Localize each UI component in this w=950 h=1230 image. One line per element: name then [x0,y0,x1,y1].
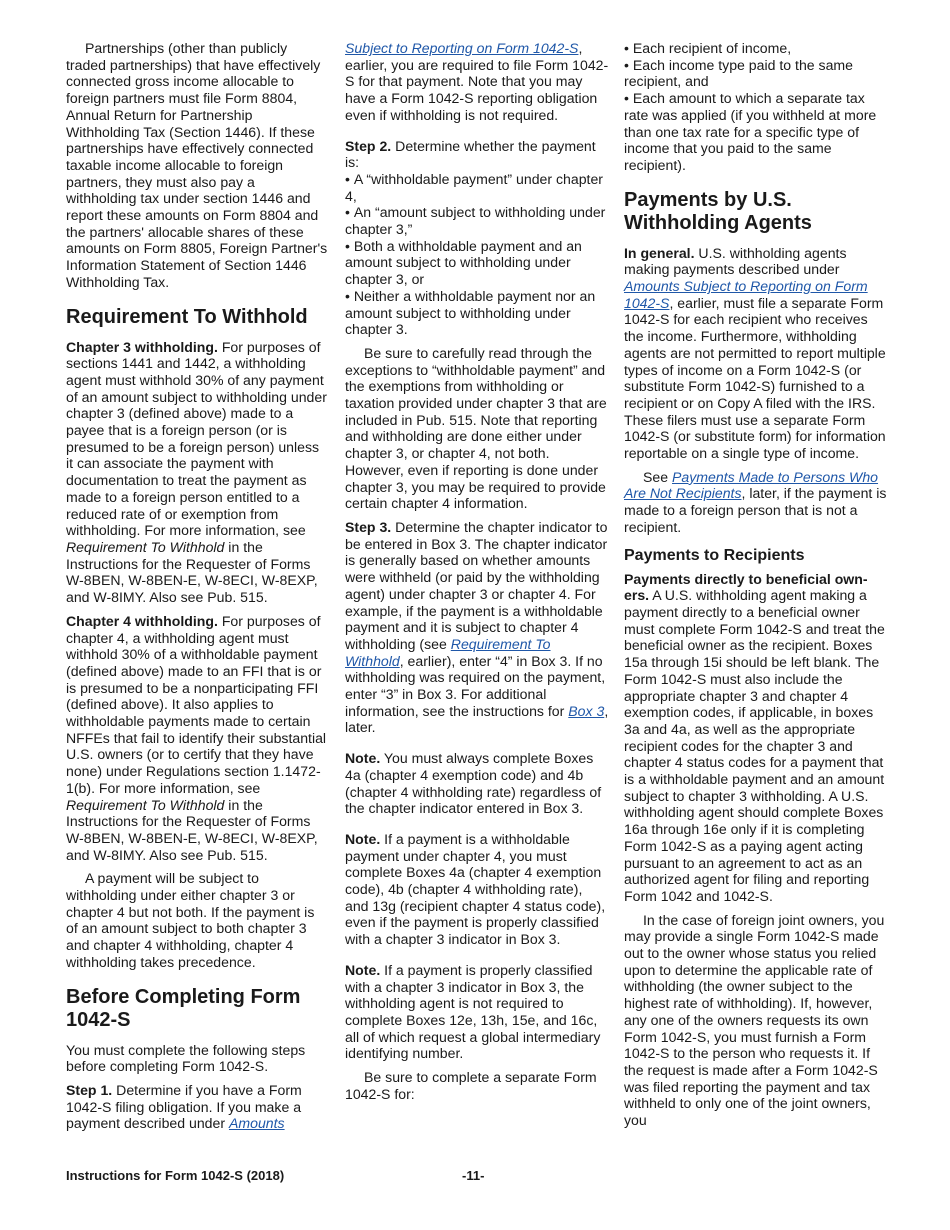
chapter3-tail: in the Instructions for the Requester of Forms W-8BEN, W-8BEN-E, W-8ECI, W-8EXP, and W-8IMY. Also see Pub. 515. [66,538,318,606]
amounts-subject-link[interactable]: Amounts Subject to Reporting on Form 1042-S [624,278,868,311]
direct-payments-lead: Payments directly to beneficial own-ers. [624,570,868,604]
step1-continued-paragraph [345,40,609,124]
chapter3-lead: Chapter 3 withholding. [66,338,218,355]
list-item: • Neither a withholdable payment nor an amount subject to withholding under chapter 3. [345,288,609,338]
chapter4-italic-ref: Requirement To Withhold [66,796,225,813]
step3-lead: Step 3. [345,518,392,535]
step2-text: Determine whether the payment is: [345,137,596,171]
either-chapter-paragraph: A payment will be subject to withholding under either chapter 3 or chapter 4 but not both. If the payment is of an amount subject to both chapter 3 and chapter 4 withholding, chapter 4 withholding takes precedence. [66,870,315,970]
note-lead: Note. [345,961,381,978]
direct-payments-paragraph [624,571,888,905]
chapter3-text: For purposes of sections 1441 and 1442, a withholding agent must withhold 30% of any payment of an amount subject to withholding under chapter 3 (defined above) made to a payee that is a foreign person (or is presumed to be a foreign person) unless it can associate the payment with documentation to treat the payment as made to a foreign person entitled to a reduced rate of or exemption from withholding. For more information, see [66,338,327,539]
list-item: • Each amount to which a separate tax rate was applied (if you withheld at more than one tax rate for a specific type of income that you paid to the same recipient). [624,90,888,174]
step1-continued-text: , earlier, you are required to file Form 1042-S for that payment. Note that you may have a Form 1042-S reporting obligation even if withholding is not required. [345,40,609,123]
chapter4-tail: in the Instructions for the Requester of Forms W-8BEN, W-8BEN-E, W-8ECI, W-8EXP, and W-8IMY. Also see Pub. 515. [66,796,318,863]
list-item: • Each income type paid to the same recipient, and [624,57,888,90]
subject-to-reporting-link[interactable]: Subject to Reporting on Form 1042-S [345,40,579,56]
requirement-to-withhold-link[interactable]: Requirement To Withhold [345,635,551,669]
separate-form-paragraph: Be sure to complete a separate Form 1042-S for: [345,1069,597,1102]
amounts-link[interactable]: Amounts [228,1115,285,1132]
in-general-lead: In general. [624,244,695,261]
partnerships-paragraph: Partnerships (other than publicly traded partnerships) that have effectively connected gross income allocable to foreign partners must file Form 8804, Annual Return for Partnership Withholding Tax (Section 1446). If these partnerships have effectively connected taxable income allocable to foreign partners, they must also pay a withholding tax under section 1446 and report these amounts on Form 8804 and the partners' allocable shares of these amounts on Form 8805, Foreign Partner's Information Statement of Section 1446 Withholding Tax. [66,40,328,290]
careful-paragraph: Be sure to carefully read through the exceptions to “withholdable payment” and the exemptions from withholding or taxation provided under chapter 3 that are included in Pub. 515. Note that reporting and withholding are done either under chapter 3, or chapter 4, not both. However, even if reporting is done under chapter 3, you may be required to provide certain chapter 4 information. [345,344,607,512]
note-text: If a payment is a withholdable payment under chapter 4, you must complete Boxes 4a (chapter 4 exemption code), 4b (chapter 4 withholding rate), and 13g (recipient chapter 4 status code), even if the payment is properly classified with a chapter 3 indicator in Box 3. [345,830,606,948]
steps-intro-paragraph: You must complete the following steps before completing Form 1042-S. [66,1041,306,1075]
note-paragraph-3 [345,962,609,1062]
note-lead: Note. [345,830,381,847]
see-text: See [643,468,672,485]
before-completing-heading: Before Completing Form 1042-S [66,985,301,1031]
chapter4-paragraph [66,613,328,864]
column-3 [624,40,888,1136]
joint-owners-paragraph: In the case of foreign joint owners, you may provide a single Form 1042-S made out to the owner whose status you relied upon to determine the applicable rate of withholding (the owner subject to the highest rate of withholding). If, however, any one of the owners requests its own Form 1042-S, you must furnish a Form 1042-S to the person who requests it. If the request is made after a Form 1042-S was filed reporting the payment and tax withheld to only one of the joint owners, you [624,911,885,1129]
note-text: If a payment is properly classified with a chapter 3 indicator in Box 3, the withholding agent is not required to complete Boxes 12e, 13h, 15e, and 16c, all of which request a global intermediary identifying number. [345,961,601,1062]
see-tail: , later, if the payment is made to a foreign person that is not a recipient. [624,485,887,535]
note-text: You must always complete Boxes 4a (chapter 4 exemption code) and 4b (chapter 4 withholding rate) regardless of the chapter indicator entered in Box 3. [345,750,602,817]
direct-payments-text: A U.S. withholding agent making a payment directly to a beneficial owner must complete Form 1042-S and treat the beneficial owner as the recipient. Boxes 15a through 15i should be left blank. The Form 1042-S must also include the appropriate chapter 3 and chapter 4 exemption codes, if applicable, in boxes 3a and 4a, as well as the appropriate recipient codes for the chapter 3 and chapter 4 status codes for a payment that is a withholdable payment and an amount subject to chapter 3 withholding. A U.S. withholding agent should complete Boxes 16a through 16e only if it is completing Form 1042-S as a paying agent acting pursuant to an agreement to act as an authorized agent for filing and reporting Form 1042 and 1042-S. [624,587,885,904]
page-number: -11- [462,1168,485,1183]
in-general-paragraph [624,245,888,462]
requirement-heading: Requirement To Withhold [66,305,308,328]
step1-text: Determine if you have a Form 1042-S filing obligation. If you make a payment described under [66,1081,302,1132]
chapter4-lead: Chapter 4 withholding. [66,612,218,629]
chapter4-text: For purposes of chapter 4, a withholding agent must withhold 30% of a withholdable payment (defined above) made to an FFI that is or is presumed to be a nonparticipating FFI (defined above). It also applies to withholdable payments made to certain NFFEs that fail to identify their substantial U.S. owners (or to certify that they have none) under Regulations section 1.1472-1(b). For more information, see [66,612,327,796]
step2-bullet-list [345,171,609,338]
list-item: • Each recipient of income, [624,40,888,57]
step3-text: Determine the chapter indicator to be entered in Box 3. The chapter indicator is generally based on whether amounts were withheld (or paid by the withholding agent) under chapter 3 or chapter 4. For example, if the payment is a withholdable payment and it is subject to chapter 4 withholding (see [345,518,608,652]
step2-lead: Step 2. [345,137,392,154]
page-footer [66,1168,888,1186]
list-item: • Both a withholdable payment and an amount subject to withholding under chapter 3, or [345,238,609,288]
box3-link[interactable]: Box 3 [568,702,605,719]
in-general-text: U.S. withholding agents making payments described under [624,244,847,278]
payments-us-heading: Payments by U.S. Withholding Agents [624,188,812,234]
payments-not-recipients-link[interactable]: Payments Made to Persons Who Are Not Recipients [624,468,879,502]
list-item: • An “amount subject to withholding under chapter 3,” [345,204,609,237]
note-lead: Note. [345,750,381,767]
list-item: • A “withholdable payment” under chapter 4, [345,171,609,204]
step1-lead: Step 1. [66,1081,113,1098]
step3-text-3: , later. [345,702,609,736]
step3-text-2: , earlier), enter “4” in Box 3. If no withholding was required on the payment, enter “3” in Box 3. For additional information, see the instructions for [345,652,606,719]
separate-form-bullet-list [624,40,888,174]
step1-paragraph [66,1082,328,1132]
payments-to-recipients-heading: Payments to Recipients [624,546,805,564]
note-paragraph-1 [345,750,609,817]
see-paragraph [624,469,888,536]
column-1 [66,40,328,1139]
chapter3-italic-ref: Requirement To Withhold [66,538,225,555]
column-2 [345,40,609,1109]
step3-paragraph [345,519,609,736]
chapter3-paragraph [66,339,328,606]
step2-paragraph [345,138,609,171]
note-paragraph-2 [345,831,609,948]
in-general-tail: , earlier, must file a separate Form 1042-S for each recipient who receives the income. Furthermore, withholding agents are not permitted to report multiple types of income on a Form 1042-S (or substitute Form 1042-S) furnished to a recipient or on Copy A filed with the IRS. These filers must use a separate Form 1042-S (or substitute form) for information reportable on a single type of income. [624,294,886,462]
footer-title: Instructions for Form 1042-S (2018) [66,1168,285,1183]
